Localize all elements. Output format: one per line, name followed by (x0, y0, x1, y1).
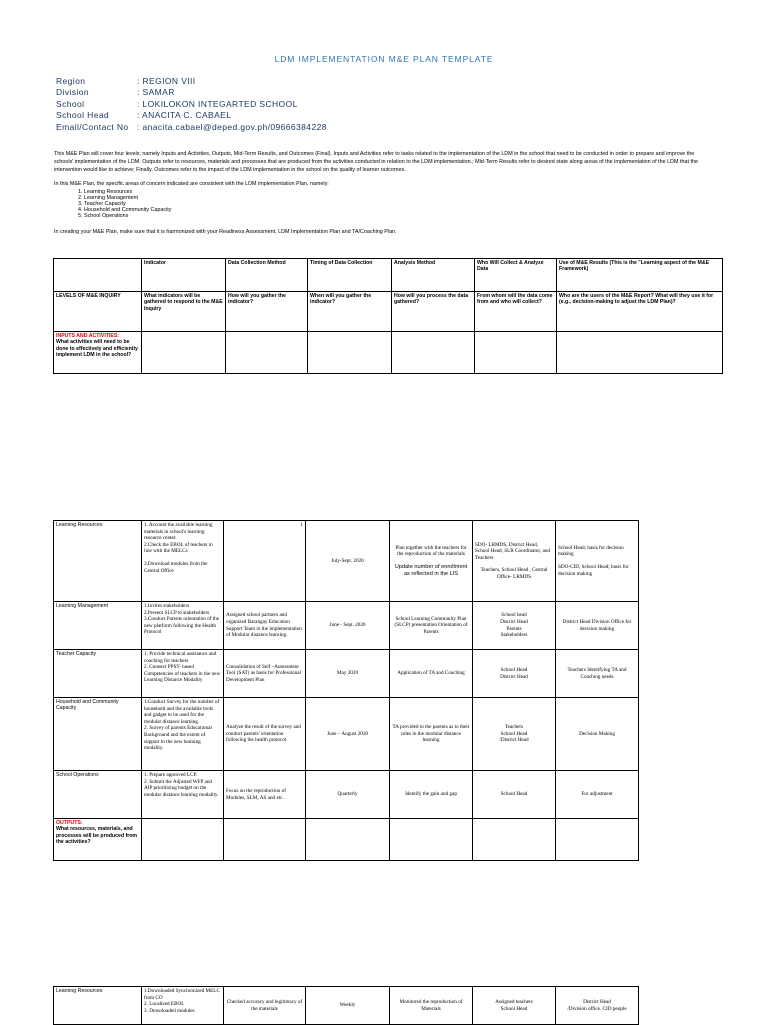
method-cell: Checked accuracy and legitimacy of the materials (224, 987, 306, 1025)
area-cell: School Operations (54, 771, 142, 819)
area-cell: Teacher Capacity (54, 650, 142, 698)
intro-paragraph-levels: This M&E Plan will cover four levels; namely Inputs and Activities, Outputs, Mid-Term Results, and Outcomes (Final). Inputs and Activities refer to tasks related to the implementation of the LDM in the school that need to be conducted in order to prepare and improve the schools' implementation of the LDM. Outputs refer to resources, materials and processes that are produced from the activities conducted in relation to the LDM implementation.; Mid-Term Results refer to desired state along areas of the implementation of the LDM that the intervention would like to achieve; Finally, Outcomes refer to the impact of the LDM implementation in the school on the quality of learner outcomes. (54, 151, 699, 173)
use-cell: For adjustment (556, 771, 639, 819)
indicator-cell: 1. Account the available learning materials in school's learning resource center. 2.Check the EBOL of teachers in line with the MELCs 3.Download modules from the Central Office (142, 521, 224, 602)
indicator-cell: 1.Conduct Survey for the number of household and the available tools and gadget to be used for the modular distance learning. 2. Survey of parents Educational Background and the extent of support to the new learning modality. (142, 698, 224, 771)
method-cell: Assigned school partners and organized Barangay Education Support Team in the implementation of Modular distance learning. (224, 602, 306, 650)
area-cell: Learning Resources (54, 521, 142, 602)
table-row (54, 819, 639, 861)
table-row (54, 650, 639, 698)
header-cell: Timing of Data Collection (308, 259, 392, 292)
list-item: 4. Household and Community Capacity (84, 207, 714, 213)
use-cell: District Head /Division office. CID people (556, 987, 639, 1025)
method-cell: Analyze the result of the survey and conduct parents' orientation following the health protocol (224, 698, 306, 771)
intro-paragraph-areas: In this M&E Plan, the specific areas of concern indicated are consistent with the LDM implementation Plan, namely: (54, 181, 329, 187)
indicator-cell: 1. Prepare approved LCP. 2. Submit the Adjusted WFP and AIP prioritizing budget on the modular distance learning modality. (142, 771, 224, 819)
who-cell: School head District Head Parents Stakeholders (473, 602, 556, 650)
inputs-activities-label: INPUTS AND ACTIVITIES: (56, 333, 120, 339)
inputs-activities-question: What activities will need to be done to effectively and efficiently implement LDM in the school? (56, 339, 138, 358)
use-cell: District Head Division Office for decision making (556, 602, 639, 650)
method-cell: 1 (224, 521, 306, 602)
header-cell (54, 259, 142, 292)
timing-cell: July-Sept. 2020 (306, 521, 390, 602)
question-cell: From whom will the data come from and who will collect? (475, 292, 557, 332)
question-cell: Who are the users of the M&E Report? What will they use it for (e.g., decision-making to adjust the LDM Plan)? (557, 292, 723, 332)
who-cell: School Head (473, 771, 556, 819)
who-cell: SDO- LRMDS, District Head, School Head, SLR Coordinator, and Teachers Teachers, School Head , Central Office- LRMDS (473, 521, 556, 602)
info-row-division: Division : SAMAR (56, 87, 175, 98)
who-cell: School Head District Head (473, 650, 556, 698)
intro-text (54, 150, 714, 236)
header-cell: Who Will Collect & Analyze Data (475, 259, 557, 292)
info-row-school: School : LOKILOKON INTEGARTED SCHOOL (56, 98, 298, 109)
analysis-cell: Application of TA and Coaching (390, 650, 473, 698)
question-cell: When will you gather the indicator? (308, 292, 392, 332)
question-cell: How will you gather the indicator? (226, 292, 308, 332)
list-item: 5. School Operations (84, 213, 714, 219)
analysis-cell: School Learning Community Plan (SLCP) presentation Orientation of Parents (390, 602, 473, 650)
info-row-region: Region : REGION VIII (56, 76, 196, 86)
me-plan-outputs-table (53, 986, 639, 1025)
me-plan-activities-table (53, 520, 639, 861)
header-cell: Indicator (142, 259, 226, 292)
indicator-cell: 1.Downloaded Synchronized MELC from CO 2. Localized EBOL 3. Downloaded modules (142, 987, 224, 1025)
outputs-label: OUTPUTS: (56, 820, 83, 826)
who-cell: Assigned teachers School Head (473, 987, 556, 1025)
list-item: 3. Teacher Capacity (84, 201, 714, 207)
timing-cell: Quarterly (306, 771, 390, 819)
method-cell: Consolidation of Self –Assessment Tool (SAT) as basis for Professional Development Plan (224, 650, 306, 698)
me-plan-header-table (53, 258, 723, 374)
outputs-cell (54, 819, 142, 861)
header-cell: Analysis Method (392, 259, 475, 292)
header-cell: Data Collection Method (226, 259, 308, 292)
timing-cell: June - Sept. 2020 (306, 602, 390, 650)
table-row (54, 292, 723, 332)
list-item: 1. Learning Resources (84, 189, 714, 195)
indicator-cell: 1. Provide technical assistance and coaching for teachers 2. Connect PPST- based Competencies of teachers in the new Learning Distance Modality (142, 650, 224, 698)
area-cell: Household and Community Capacity (54, 698, 142, 771)
table-row (54, 521, 639, 602)
analysis-cell: Monitored the reproduction of Materials (390, 987, 473, 1025)
table-row (54, 332, 723, 374)
outputs-question: What resources, materials, and processes will be produced from the activities? (56, 826, 138, 845)
use-cell: Decision Making (556, 698, 639, 771)
indicator-cell: 1.Invites stakeholders 2.Present SLCP to stakeholders 3.Conduct Parents orientation of the new platform following the Health Protocol (142, 602, 224, 650)
info-row-school-head: School Head : ANACITA C. CABAEL (56, 110, 232, 121)
who-cell: Teachers School Head /District Head (473, 698, 556, 771)
table-row (54, 987, 639, 1025)
inputs-activities-cell (54, 332, 142, 374)
timing-cell: May 2020 (306, 650, 390, 698)
intro-paragraph-harmonize: In creating your M&E Plan, make sure that it is harmonized with your Readiness Assessment, LDM Implementation Plan and TA/Coaching Plan. (54, 229, 397, 236)
list-item: 2. Learning Management (84, 195, 714, 201)
analysis-cell: Identify the gain and gap (390, 771, 473, 819)
table-row (54, 698, 639, 771)
area-cell: Learning Management (54, 602, 142, 650)
analysis-cell: Plan together with the teachers for the reproduction of the materials Update number of enrollment as reflected in the LIS (390, 521, 473, 602)
page-title: LDM IMPLEMENTATION M&E PLAN TEMPLATE (274, 54, 494, 64)
use-cell: School Head; basis for decision making SDO-CID, School Head; basis for decision making (556, 521, 639, 602)
info-row-email: Email/Contact No : anacita.cabael@deped.gov.ph/09666384228 (56, 121, 327, 132)
timing-cell: Weekly (306, 987, 390, 1025)
timing-cell: June – August 2020 (306, 698, 390, 771)
question-cell: LEVELS OF M&E INQUIRY (54, 292, 142, 332)
areas-list (54, 189, 714, 219)
table-row (54, 771, 639, 819)
question-cell: How will you process the data gathered? (392, 292, 475, 332)
method-cell: Focus on the reproduction of Modules, SLM, AS and etc. (224, 771, 306, 819)
header-cell: Use of M&E Results (This is the "Learning aspect of the M&E Framework) (557, 259, 723, 292)
area-cell: Learning Resources (54, 987, 142, 1025)
table-row (54, 259, 723, 292)
school-info (56, 76, 327, 133)
use-cell: Teachers Identifying TA and Coaching needs (556, 650, 639, 698)
table-row (54, 602, 639, 650)
analysis-cell: TA provided to the parents as to their roles in the modular distance learning (390, 698, 473, 771)
question-cell: What indicators will be gathered to respond to the M&E Inquiry (142, 292, 226, 332)
